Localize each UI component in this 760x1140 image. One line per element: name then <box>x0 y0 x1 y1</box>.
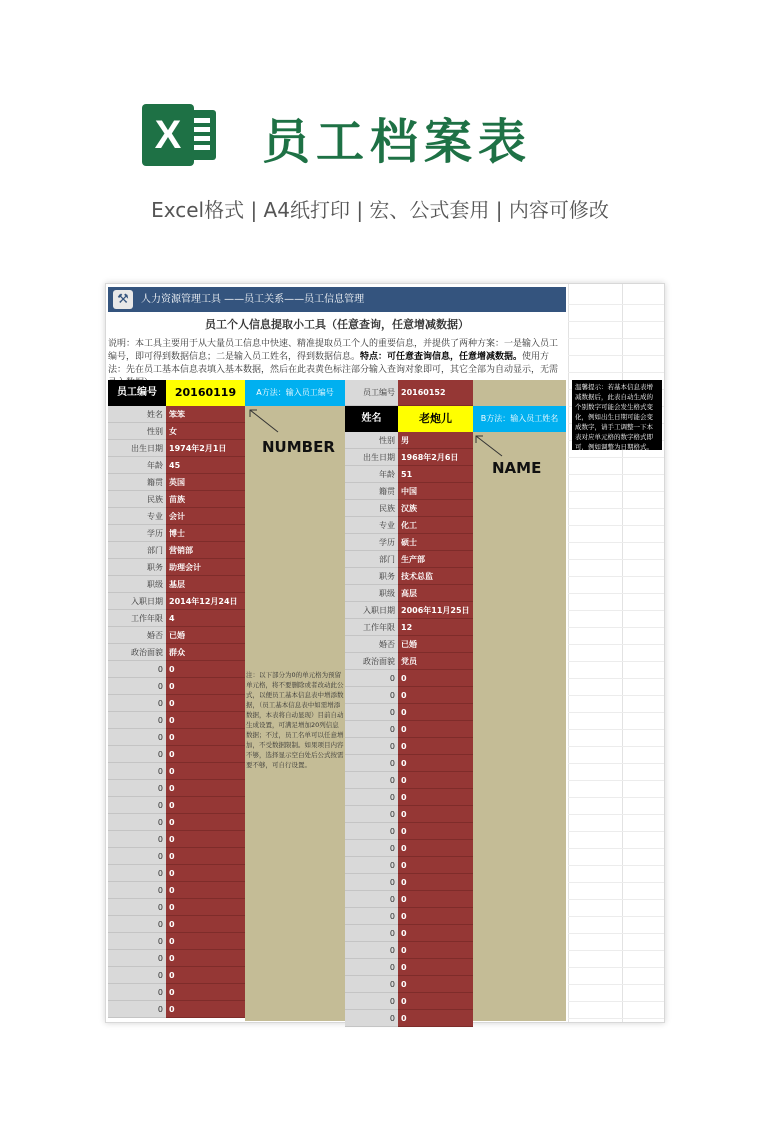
right-reserved-value: 0 <box>398 925 473 942</box>
right-reserved-label: 0 <box>345 942 398 959</box>
grid-line <box>568 610 664 611</box>
right-field-value: 51 <box>398 466 473 483</box>
left-field-label: 出生日期 <box>108 440 166 457</box>
right-field-label: 年龄 <box>345 466 398 483</box>
right-reserved-label: 0 <box>345 925 398 942</box>
right-reserved-value: 0 <box>398 840 473 857</box>
left-reserved-value: 0 <box>166 661 245 678</box>
right-reserved-value: 0 <box>398 891 473 908</box>
left-reserved-value: 0 <box>166 831 245 848</box>
left-reserved-label: 0 <box>108 967 166 984</box>
left-field-label: 专业 <box>108 508 166 525</box>
left-reserved-label: 0 <box>108 882 166 899</box>
grid-line <box>568 644 664 645</box>
right-reserved-label: 0 <box>345 840 398 857</box>
right-field-value: 男 <box>398 432 473 449</box>
left-reserved-label: 0 <box>108 950 166 967</box>
excel-logo-tile <box>142 104 194 166</box>
left-reserved-value: 0 <box>166 899 245 916</box>
right-field-label: 籍贯 <box>345 483 398 500</box>
grid-line <box>568 712 664 713</box>
right-reserved-value: 0 <box>398 976 473 993</box>
right-field-label: 专业 <box>345 517 398 534</box>
grid-line <box>568 321 664 322</box>
right-reserved-label: 0 <box>345 670 398 687</box>
right-field-value: 硕士 <box>398 534 473 551</box>
right-reserved-value: 0 <box>398 772 473 789</box>
left-field-label: 政治面貌 <box>108 644 166 661</box>
grid-line <box>568 1001 664 1002</box>
grid-line <box>568 848 664 849</box>
left-reserved-label: 0 <box>108 695 166 712</box>
left-field-label: 入职日期 <box>108 593 166 610</box>
left-field-value: 助理会计 <box>166 559 245 576</box>
left-field-value: 苗族 <box>166 491 245 508</box>
left-reserved-label: 0 <box>108 916 166 933</box>
right-field-label: 工作年限 <box>345 619 398 636</box>
left-field-value: 博士 <box>166 525 245 542</box>
right-reserved-value: 0 <box>398 738 473 755</box>
page-subtitle: Excel格式 | A4纸打印 | 宏、公式套用 | 内容可修改 <box>151 198 609 222</box>
right-reserved-label: 0 <box>345 874 398 891</box>
grid-line <box>568 678 664 679</box>
right-name-label: 姓名 <box>345 406 398 432</box>
right-reserved-value: 0 <box>398 721 473 738</box>
right-method-column <box>473 432 566 1021</box>
grid-line <box>568 661 664 662</box>
right-reserved-value: 0 <box>398 755 473 772</box>
right-field-value: 1968年2月6日 <box>398 449 473 466</box>
right-reserved-label: 0 <box>345 1010 398 1027</box>
left-reserved-value: 0 <box>166 984 245 1001</box>
grid-line <box>568 695 664 696</box>
grid-line <box>568 491 664 492</box>
left-field-label: 姓名 <box>108 406 166 423</box>
left-field-value: 笨笨 <box>166 406 245 423</box>
left-field-value: 营销部 <box>166 542 245 559</box>
grid-line <box>568 542 664 543</box>
right-reserved-value: 0 <box>398 908 473 925</box>
grid-line <box>568 474 664 475</box>
grid-line <box>568 355 664 356</box>
left-field-value: 4 <box>166 610 245 627</box>
right-id-value: 20160152 <box>398 380 473 406</box>
right-reserved-value: 0 <box>398 704 473 721</box>
grid-line <box>568 627 664 628</box>
description-text: 说明：本工具主要用于从大量员工信息中快速、精准提取员工个人的重要信息，并提供了两种方案：一是输入员工编号，即可得到数据信息；二是输入员工姓名，得到数据信息。 <box>108 339 559 362</box>
left-field-value: 英国 <box>166 474 245 491</box>
grid-line <box>568 950 664 951</box>
name-label: NAME <box>492 459 542 477</box>
sheet-title: 员工个人信息提取小工具（任意查询，任意增减数据） <box>205 318 469 331</box>
name-arrow-icon <box>472 432 512 462</box>
right-reserved-label: 0 <box>345 857 398 874</box>
grid-line <box>568 933 664 934</box>
left-id-input[interactable]: 20160119 <box>166 380 245 406</box>
left-reserved-value: 0 <box>166 848 245 865</box>
left-reserved-label: 0 <box>108 899 166 916</box>
right-field-label: 婚否 <box>345 636 398 653</box>
right-field-value: 生产部 <box>398 551 473 568</box>
right-id-label: 员工编号 <box>345 380 398 406</box>
right-reserved-value: 0 <box>398 823 473 840</box>
left-reserved-label: 0 <box>108 933 166 950</box>
right-field-label: 政治面貌 <box>345 653 398 670</box>
tool-breadcrumb: 人力资源管理工具 ——员工关系——员工信息管理 <box>141 294 365 305</box>
left-field-value: 会计 <box>166 508 245 525</box>
right-reserved-value: 0 <box>398 687 473 704</box>
right-reserved-label: 0 <box>345 687 398 704</box>
right-reserved-label: 0 <box>345 823 398 840</box>
grid-line <box>568 814 664 815</box>
right-method-hint: B方法：输入员工姓名 <box>473 406 566 432</box>
right-reserved-value: 0 <box>398 857 473 874</box>
right-reserved-label: 0 <box>345 908 398 925</box>
left-field-label: 婚否 <box>108 627 166 644</box>
right-field-value: 中国 <box>398 483 473 500</box>
right-field-label: 职级 <box>345 585 398 602</box>
right-field-value: 汉族 <box>398 500 473 517</box>
left-field-label: 民族 <box>108 491 166 508</box>
left-reserved-value: 0 <box>166 797 245 814</box>
right-reserved-label: 0 <box>345 891 398 908</box>
right-reserved-label: 0 <box>345 976 398 993</box>
left-field-label: 职级 <box>108 576 166 593</box>
grid-line <box>568 284 569 1022</box>
right-field-label: 入职日期 <box>345 602 398 619</box>
left-reserved-value: 0 <box>166 695 245 712</box>
page-title: 员工档案表 <box>262 114 533 170</box>
right-reserved-value: 0 <box>398 789 473 806</box>
right-name-input[interactable]: 老炮儿 <box>398 406 473 432</box>
right-reserved-value: 0 <box>398 1010 473 1027</box>
right-reserved-value: 0 <box>398 670 473 687</box>
excel-logo-icon <box>142 98 218 172</box>
right-field-label: 出生日期 <box>345 449 398 466</box>
right-field-label: 学历 <box>345 534 398 551</box>
left-reserved-value: 0 <box>166 763 245 780</box>
reserve-note: 注：以下部分为0的单元格为预留单元格，将不要删除或者改动此公式，以便员工基本信息表中增添数据，（员工基本信息表中如需增添数据，本表将自动显现）目前自动生成设置，可满足增加20列信息数据；不过，员工名单可以任意增加，不受数据限制。如果项目内容不够，选择显示空白处后公式按需要不够，可自行设置。 <box>246 671 344 769</box>
number-label: NUMBER <box>262 438 335 456</box>
left-field-label: 部门 <box>108 542 166 559</box>
left-reserved-label: 0 <box>108 831 166 848</box>
grid-line <box>568 457 664 458</box>
left-reserved-value: 0 <box>166 814 245 831</box>
left-reserved-value: 0 <box>166 933 245 950</box>
right-reserved-label: 0 <box>345 806 398 823</box>
right-field-value: 高层 <box>398 585 473 602</box>
right-reserved-value: 0 <box>398 942 473 959</box>
left-reserved-label: 0 <box>108 763 166 780</box>
grid-line <box>568 899 664 900</box>
spreadsheet-preview <box>105 283 665 1023</box>
grid-line <box>568 338 664 339</box>
left-field-label: 年龄 <box>108 457 166 474</box>
left-reserved-label: 0 <box>108 1001 166 1018</box>
right-method-top <box>473 380 566 406</box>
left-reserved-value: 0 <box>166 712 245 729</box>
left-reserved-value: 0 <box>166 950 245 967</box>
grid-line <box>568 797 664 798</box>
wrench-icon: ⚒ <box>113 290 133 309</box>
left-field-value: 已婚 <box>166 627 245 644</box>
left-reserved-value: 0 <box>166 746 245 763</box>
right-reserved-label: 0 <box>345 755 398 772</box>
left-reserved-label: 0 <box>108 729 166 746</box>
left-field-label: 学历 <box>108 525 166 542</box>
right-field-label: 性别 <box>345 432 398 449</box>
right-field-value: 技术总监 <box>398 568 473 585</box>
left-field-label: 工作年限 <box>108 610 166 627</box>
number-arrow-icon <box>246 406 286 436</box>
right-field-label: 民族 <box>345 500 398 517</box>
right-reserved-label: 0 <box>345 993 398 1010</box>
grid-line <box>568 1018 664 1019</box>
left-field-value: 女 <box>166 423 245 440</box>
right-field-label: 部门 <box>345 551 398 568</box>
description-feature: 特点：可任意查询信息，任意增减数据。 <box>360 352 523 362</box>
left-reserved-value: 0 <box>166 916 245 933</box>
grid-line <box>568 525 664 526</box>
left-reserved-value: 0 <box>166 780 245 797</box>
grid-line <box>568 729 664 730</box>
left-reserved-label: 0 <box>108 780 166 797</box>
left-field-value: 1974年2月1日 <box>166 440 245 457</box>
left-method-hint: A方法：输入员工编号 <box>245 380 345 406</box>
left-reserved-label: 0 <box>108 746 166 763</box>
right-field-value: 12 <box>398 619 473 636</box>
left-reserved-label: 0 <box>108 865 166 882</box>
left-reserved-label: 0 <box>108 712 166 729</box>
right-reserved-label: 0 <box>345 721 398 738</box>
description-usage: 使用方法：先在员工基本信息表填入基本数据，然后在此表黄色标注部分输入查询对象即可，其它全部为自动显示，无需 <box>108 352 559 375</box>
left-field-label: 职务 <box>108 559 166 576</box>
grid-line <box>568 882 664 883</box>
right-reserved-label: 0 <box>345 772 398 789</box>
right-reserved-value: 0 <box>398 993 473 1010</box>
grid-line <box>568 984 664 985</box>
left-reserved-label: 0 <box>108 984 166 1001</box>
right-field-value: 化工 <box>398 517 473 534</box>
side-tip-box: 温馨提示：若基本信息表增减数据后，此表自动生成的个别数字可能会发生格式变化，例如出生日期可能会变成数字，请手工调整一下本表对应单元格的数字格式即可，例如调整为日期格式。 <box>572 380 662 450</box>
sheet-description <box>108 338 564 378</box>
grid-line <box>568 576 664 577</box>
right-reserved-value: 0 <box>398 806 473 823</box>
right-field-value: 2006年11月25日 <box>398 602 473 619</box>
grid-line <box>568 763 664 764</box>
left-field-value: 2014年12月24日 <box>166 593 245 610</box>
right-field-value: 已婚 <box>398 636 473 653</box>
grid-line <box>568 780 664 781</box>
right-reserved-label: 0 <box>345 704 398 721</box>
left-field-label: 性别 <box>108 423 166 440</box>
grid-line <box>568 304 664 305</box>
right-reserved-label: 0 <box>345 738 398 755</box>
grid-line <box>568 831 664 832</box>
left-reserved-label: 0 <box>108 797 166 814</box>
left-reserved-label: 0 <box>108 848 166 865</box>
left-reserved-value: 0 <box>166 865 245 882</box>
grid-line <box>568 508 664 509</box>
grid-line <box>568 593 664 594</box>
left-id-label: 员工编号 <box>108 380 166 406</box>
grid-line <box>568 746 664 747</box>
excel-logo-letter: X <box>154 113 182 157</box>
right-field-label: 职务 <box>345 568 398 585</box>
left-reserved-value: 0 <box>166 882 245 899</box>
left-field-value: 45 <box>166 457 245 474</box>
right-reserved-label: 0 <box>345 789 398 806</box>
right-field-value: 党员 <box>398 653 473 670</box>
right-reserved-value: 0 <box>398 874 473 891</box>
right-reserved-label: 0 <box>345 959 398 976</box>
left-reserved-value: 0 <box>166 967 245 984</box>
left-reserved-label: 0 <box>108 814 166 831</box>
grid-line <box>568 559 664 560</box>
left-field-value: 群众 <box>166 644 245 661</box>
left-reserved-value: 0 <box>166 678 245 695</box>
left-field-value: 基层 <box>166 576 245 593</box>
left-field-label: 籍贯 <box>108 474 166 491</box>
left-reserved-label: 0 <box>108 678 166 695</box>
tool-title-bar <box>108 287 566 312</box>
left-reserved-value: 0 <box>166 1001 245 1018</box>
grid-line <box>568 865 664 866</box>
grid-line <box>568 967 664 968</box>
grid-line <box>568 372 664 373</box>
left-reserved-label: 0 <box>108 661 166 678</box>
grid-line <box>568 916 664 917</box>
right-reserved-value: 0 <box>398 959 473 976</box>
left-reserved-value: 0 <box>166 729 245 746</box>
